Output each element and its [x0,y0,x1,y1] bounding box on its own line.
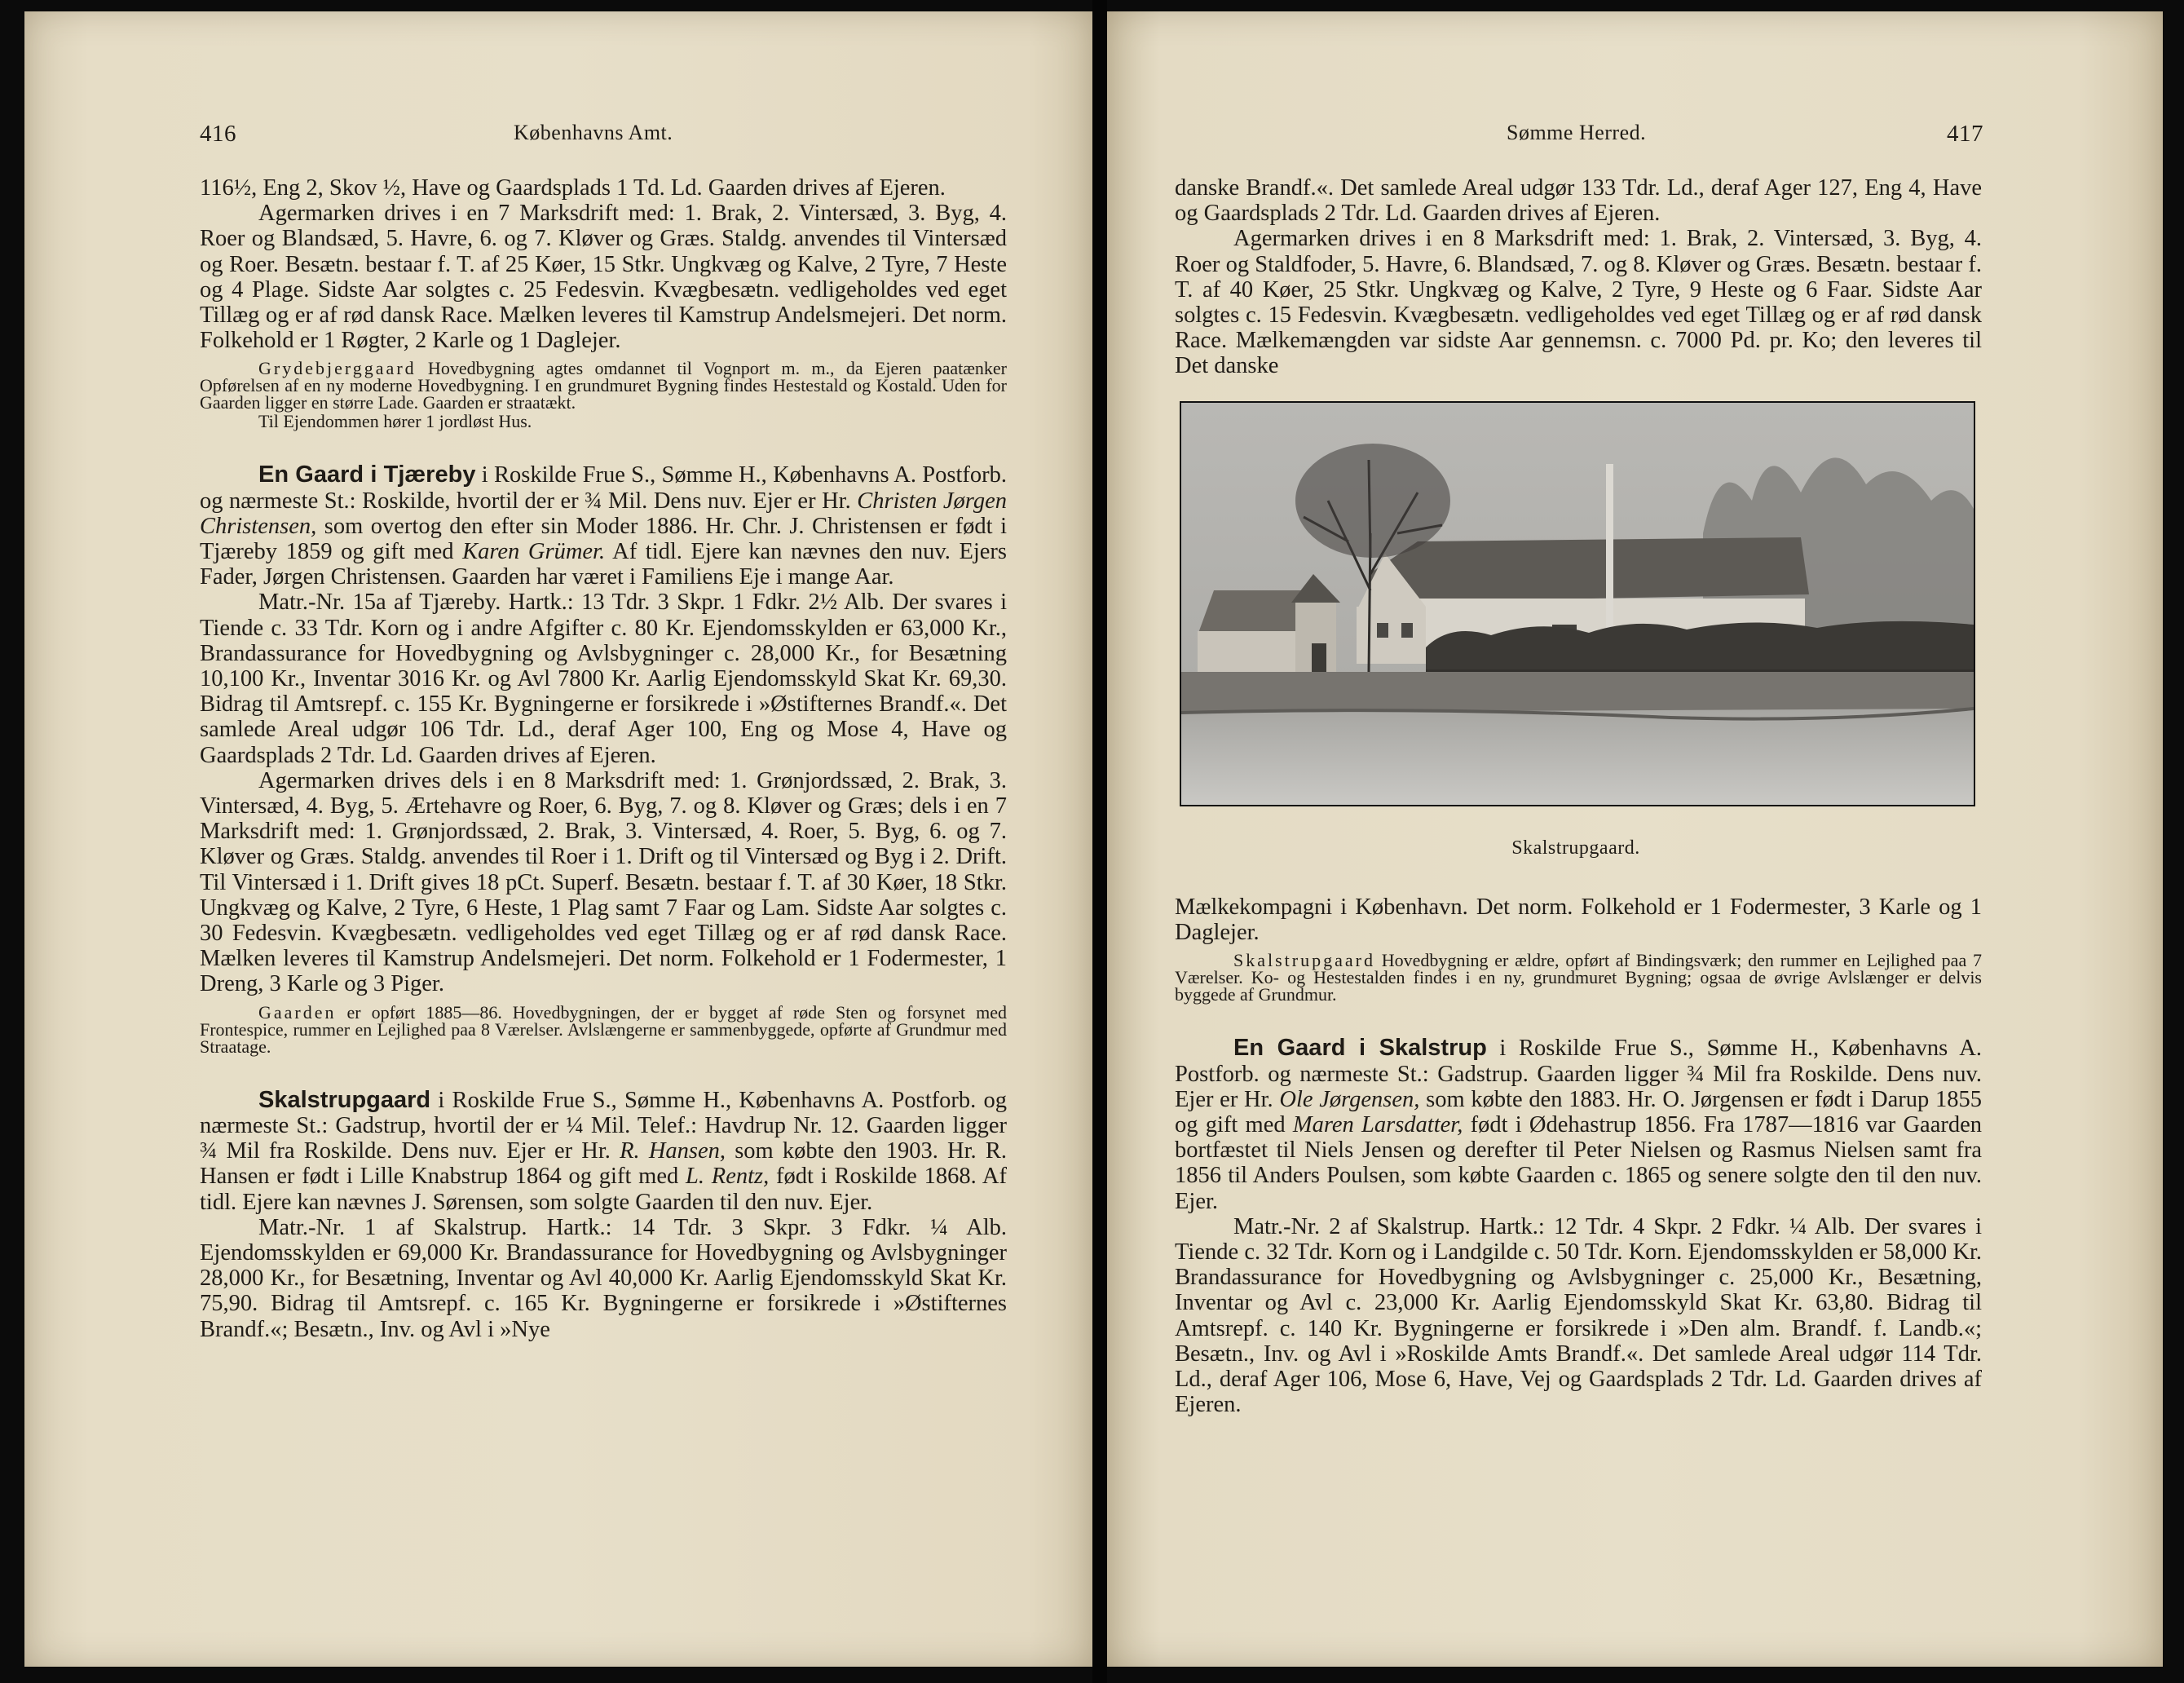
farm-photo-drawing [1181,403,1974,805]
right-text-bottom [1175,895,1982,1417]
note-text: er opført 1885—86. Hovedbygningen, der er bygget af røde Sten og forsynet med Frontespice, rummer en Lejlighed paa 8 Værelser. Avlslængerne er sammenbyggede, opførte af Grundmur med Straatage. [200,1001,1007,1057]
entry-skalstrup [1175,1036,1982,1213]
entry-tjaereby [200,462,1007,590]
entry-heading: En Gaard i Tjæreby [258,462,476,488]
note-text: Hovedbygning agtes omdannet til Vognport m. m., da Ejeren paatænker Opførelsen af en ny moderne Hovedbygning. I en grundmuret Bygning findes Hestestald og Kostald. Uden for Gaarden ligger en større Lade. Gaarden er straatækt. [200,358,1007,413]
wife-name: Karen Grümer. [462,539,606,565]
left-running-head: Københavns Amt. [514,121,673,144]
paragraph: danske Brandf.«. Det samlede Areal udgør 133 Tdr. Ld., deraf Ager 127, Eng 4, Have og Gaardsplads 2 Tdr. Ld. Gaarden drives af Ejeren. [1175,175,1982,227]
farm-photograph [1180,401,1975,806]
entry-text: i Roskilde Frue S., Sømme H., Københavns A. Postforb. og nærmeste St.: Gadstrup. Gaarden ligger ¾ Mil fra Roskilde. Dens nuv. Ejer er Hr. [1175,1036,1982,1112]
left-text-column [200,175,1007,1342]
right-text-top [1175,175,1982,379]
owner-name: R. Hansen, [620,1138,726,1164]
entry-text: i Roskilde Frue S., Sømme H., Københavns A. Postforb. og nærmeste St.: Roskilde, hvortil der er ¾ Mil. Dens nuv. Ejer er Hr. [200,462,1007,514]
paragraph: Matr.-Nr. 1 af Skalstrup. Hartk.: 14 Tdr. 3 Skpr. 3 Fdkr. ¼ Alb. Ejendomsskylden er 69,000 Kr. Brandassurance for Hovedbygning og Avlsbygninger 28,000 Kr., for Besætning, Inventar og Avl 40,000 Kr. Aarlig Ejendomsskyld Skat Kr. 75,90. Bidrag til Amtsrepf. c. 165 Kr. Bygningerne er forsikrede i »Østifternes Brandf.«; Besætn., Inv. og Avl i »Nye [200,1214,1007,1342]
paragraph: Agermarken drives i en 7 Marksdrift med: 1. Brak, 2. Vintersæd, 3. Byg, 4. Roer og Blandsæd, 5. Havre, 6. og 7. Kløver og Græs. Staldg. anvendes til Vintersæd og Roer. Besætn. bestaar f. T. af 25 Køer, 15 Stkr. Ungkvæg og Kalve, 2 Tyre, 7 Heste og 4 Plage. Sidste Aar solgtes c. 25 Fedesvin. Kvægbesætn. vedligeholdes ved eget Tillæg og er af rød dansk Race. Mælken leveres til Kamstrup Andelsmejeri. Det norm. Folkehold er 1 Røgter, 2 Karle og 1 Daglejer. [200,201,1007,354]
note-text: Hovedbygning er ældre, opført af Bindingsværk; den rummer en Lejlighed paa 7 Værelser. Ko- og Hestestalden findes i en ny, grundmuret Bygning; ogsaa de øvrige Avlslænger er delvis byggede af Grundmur. [1175,950,1982,1005]
entry-text: Af tidl. Ejere kan nævnes den nuv. Ejers Fader, Jørgen Christensen. Gaarden har været i Familiens Eje i mange Aar. [200,539,1007,590]
note-text: Til Ejendommen hører 1 jordløst Hus. [258,411,532,432]
wife-name: Maren Larsdatter, [1292,1112,1463,1138]
owner-name: Christen Jørgen Christensen, [200,488,1007,539]
note-lead: Skalstrupgaard [1233,950,1375,971]
photo-caption: Skalstrupgaard. [1511,837,1640,859]
note-lead: Gaarden [258,1001,337,1023]
right-running-head: Sømme Herred. [1507,121,1647,144]
note-lead: Grydebjerggaard [258,358,417,379]
entry-skalstrupgaard [200,1088,1007,1215]
paragraph: Matr.-Nr. 15a af Tjæreby. Hartk.: 13 Tdr. 3 Skpr. 1 Fdkr. 2½ Alb. Der svares i Tiende c. 33 Tdr. Korn og i andre Afgifter c. 80 Kr. Ejendomsskylden er 63,000 Kr., Brandassurance for Hovedbygning og Avlsbygninger c. 28,000 Kr., for Besætning 10,100 Kr., Inventar 3016 Kr. og Avl 7800 Kr. Aarlig Ejendomsskyld Skat Kr. 69,30. Bidrag til Amtsrepf. c. 155 Kr. Bygningerne er forsikrede i »Østifternes Brandf.«. Det samlede Areal udgør 106 Tdr. Ld., deraf Ager 100, Eng og Mose 4, Have og Gaardsplads 2 Tdr. Ld. Gaarden drives af Ejeren. [200,590,1007,768]
entry-text: født i Roskilde 1868. Af tidl. Ejere kan nævnes J. Sørensen, som solgte Gaarden til den nuv. Ejer. [200,1164,1007,1215]
paragraph: Agermarken drives i en 8 Marksdrift med: 1. Brak, 2. Vintersæd, 3. Byg, 4. Roer og Staldfoder, 5. Havre, 6. Blandsæd, 7. og 8. Kløver og Græs. Besætn. bestaar f. T. af 40 Køer, 25 Stkr. Ungkvæg og Kalve, 2 Tyre, 9 Heste og 6 Faar. Sidste Aar solgtes c. 15 Fedesvin. Kvægbesætn. vedligeholdes ved eget Tillæg og er af rød dansk Race. Mælkemængden var sidste Aar gennemsn. c. 7000 Pd. pr. Ko; den leveres til Det danske [1175,226,1982,379]
entry-text: født i Ødehastrup 1856. Fra 1787—1816 var Gaarden bortfæstet til Niels Jensen og derefter til Peter Nielsen og Rasmus Nielsen samt fra 1856 til Anders Poulsen, som købte Gaarden c. 1865 og senere solgte den til den nuv. Ejer. [1175,1112,1982,1214]
note-grydebjerggaard [200,360,1007,411]
paragraph: Agermarken drives dels i en 8 Marksdrift med: 1. Grønjordssæd, 2. Brak, 3. Vintersæd, 4. Byg, 5. Ærtehavre og Roer, 6. Byg, 7. og 8. Kløver og Græs; dels i en 7 Marksdrift med: 1. Grønjordssæd, 2. Brak, 3. Vintersæd, 4. Roer, 5. Byg, 6. og 7. Kløver og Græs. Staldg. anvendes til Roer i 1. Drift og til Vintersæd og Byg i 2. Drift. Til Vintersæd i 1. Drift gives 18 pCt. Superf. Besætn. bestaar f. T. af 30 Køer, 18 Stkr. Ungkvæg og Kalve, 2 Tyre, 6 Heste, 1 Plag samt 7 Faar og Lam. Sidste Aar solgtes c. 30 Fedesvin. Kvægbesætn. vedligeholdes ved eget Tillæg og er af rød dansk Race. Mælken leveres til Kamstrup Andelsmejeri. Det norm. Folkehold er 1 Fodermester, 1 Dreng, 3 Karle og 3 Piger. [200,767,1007,997]
entry-heading: En Gaard i Skalstrup [1233,1035,1487,1062]
note-gaarden [200,1001,1007,1057]
paragraph: Mælkekompagni i København. Det norm. Folkehold er 1 Fodermester, 3 Karle og 1 Daglejer. [1175,895,1982,946]
entry-text: som købte den 1903. Hr. R. Hansen er født i Lille Knabstrup 1864 og gift med [200,1138,1007,1190]
entry-heading: Skalstrupgaard [258,1086,431,1113]
note-skalstrupgaard [1175,952,1982,1003]
wife-name: L. Rentz, [686,1164,770,1190]
book-gutter [1092,0,1107,1683]
owner-name: Ole Jørgensen, [1279,1086,1420,1112]
paragraph: Matr.-Nr. 2 af Skalstrup. Hartk.: 12 Tdr. 4 Skpr. 2 Fdkr. ¼ Alb. Der svares i Tiende c. 32 Tdr. Korn og i Landgilde c. 50 Tdr. Korn. Ejendomsskylden er 58,000 Kr. Brandassurance for Hovedbygning og Avlsbygninger c. 25,000 Kr., Besætning, Inventar og Avl c. 23,000 Kr. Aarlig Ejendomsskyld Skat Kr. 63,80. Bidrag til Amtsrepf. c. 140 Kr. Bygningerne er forsikrede i »Den alm. Brandf. f. Landb.«; Besætn., Inv. og Avl i »Roskilde Amts Brandf.«. Det samlede Areal udgør 114 Tdr. Ld., deraf Ager 106, Mose 6, Have, Vej og Gaardsplads 2 Tdr. Ld. Gaarden drives af Ejeren. [1175,1213,1982,1418]
right-page-number: 417 [1947,121,1983,147]
paragraph: 116½, Eng 2, Skov ½, Have og Gaardsplads 1 Td. Ld. Gaarden drives af Ejeren. [200,175,946,201]
left-page-number: 416 [200,121,236,147]
entry-text: som overtog den efter sin Moder 1886. Hr. Chr. J. Christensen er født i Tjæreby 1859 og gift med [200,513,1007,565]
entry-text: som købte den 1883. Hr. O. Jørgensen er født i Darup 1855 og gift med [1175,1086,1982,1138]
entry-text: i Roskilde Frue S., Sømme H., Københavns A. Postforb. og nærmeste St.: Gadstrup, hvortil der er ¼ Mil. Telef.: Havdrup Nr. 12. Gaarden ligger ¾ Mil fra Roskilde. Dens nuv. Ejer er Hr. [200,1087,1007,1164]
